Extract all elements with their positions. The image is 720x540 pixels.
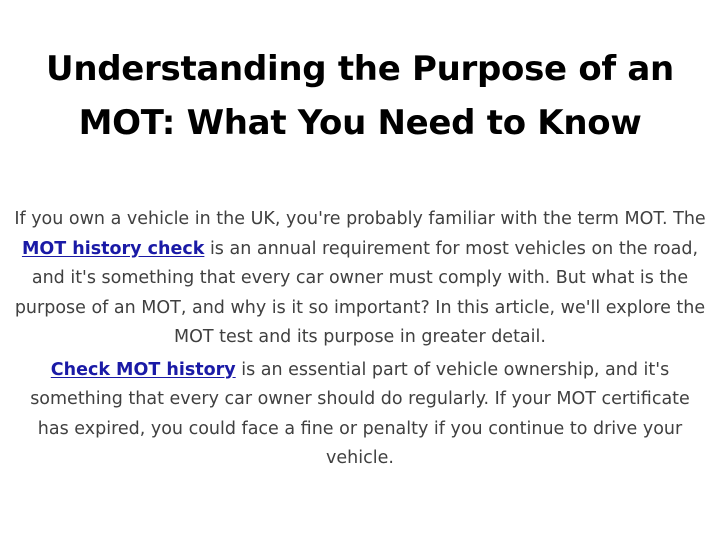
intro-text-before: If you own a vehicle in the UK, you're probably familiar with the term MOT. The: [14, 209, 706, 229]
check-mot-history-link[interactable]: Check MOT history: [50, 359, 236, 380]
page-title: Understanding the Purpose of an MOT: What You Need to Know: [46, 49, 674, 143]
mot-history-check-link[interactable]: MOT history check: [21, 238, 205, 259]
intro-paragraph: [14, 205, 706, 353]
second-text-after: is an essential part of vehicle ownership, and it's something that every car owner should do regularly. If your MOT certificate has expired, you could face a fine or penalty if you continue to drive your vehicle.: [30, 359, 690, 468]
second-paragraph: [14, 356, 706, 474]
body-content: [14, 205, 706, 474]
intro-text-after: is an annual requirement for most vehicles on the road, and it's something that every car owner must comply with. But what is the purpose of an MOT, and why is it so important? In this article, we'll explore the MOT test and its purpose in greater detail.: [14, 238, 706, 347]
